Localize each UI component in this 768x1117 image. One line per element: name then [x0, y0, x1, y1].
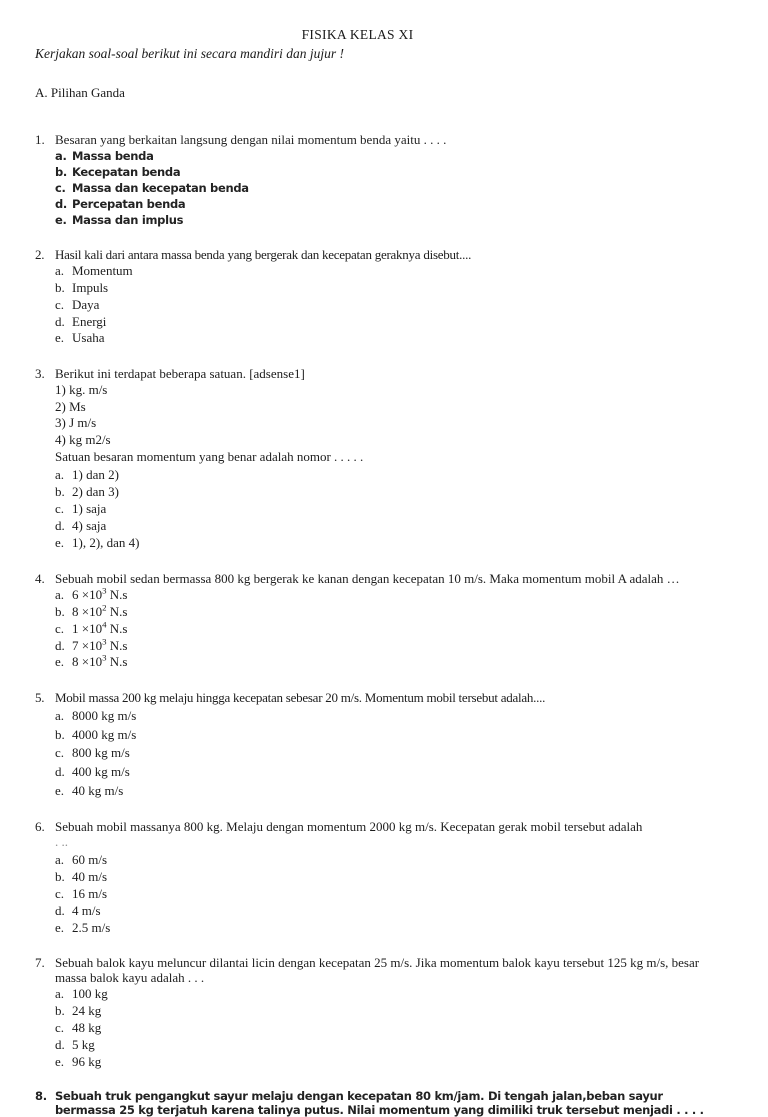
question-text: Sebuah mobil massanya 800 kg. Melaju dengan momentum 2000 kg m/s. Kecepatan gerak mobil tersebut adalah	[55, 818, 643, 834]
option-key: d.	[55, 517, 65, 533]
question-5	[35, 690, 720, 801]
option-b[interactable]	[35, 1003, 720, 1020]
option-list	[35, 149, 720, 228]
option-key: a.	[55, 149, 67, 164]
question-1	[35, 132, 720, 229]
option-base: 6 ×10	[72, 586, 103, 602]
question-stem	[35, 571, 720, 586]
option-key: b.	[55, 869, 65, 884]
question-text: Besaran yang berkaitan langsung dengan nilai momentum benda yaitu . . . .	[55, 132, 447, 147]
sub-item: 4) kg m2/s	[55, 432, 111, 448]
question-number: 1.	[35, 132, 45, 147]
option-exponent: 3	[102, 636, 107, 647]
option-label: 100 kg	[72, 986, 108, 1002]
option-label: 5 kg	[72, 1036, 95, 1052]
option-unit: N.s	[106, 637, 128, 653]
option-a[interactable]	[35, 587, 720, 604]
option-a[interactable]	[35, 986, 720, 1003]
option-unit: N.s	[106, 654, 128, 670]
option-label: Massa benda	[72, 149, 154, 164]
option-key: b.	[55, 165, 68, 180]
option-list	[35, 986, 720, 1070]
question-stem	[35, 247, 720, 262]
option-d[interactable]	[35, 518, 720, 535]
option-key: d.	[55, 196, 68, 211]
option-key: e.	[55, 534, 65, 550]
option-key: c.	[55, 745, 65, 761]
option-c[interactable]	[35, 181, 720, 197]
option-key: c.	[55, 180, 66, 195]
option-label: 4) saja	[72, 517, 107, 533]
question-stem	[35, 819, 720, 834]
option-key: a.	[55, 262, 65, 278]
option-label: 1) dan 2)	[72, 467, 119, 483]
option-key: e.	[55, 919, 65, 935]
option-label: Percepatan benda	[72, 196, 186, 211]
option-key: c.	[55, 620, 65, 636]
option-exponent: 2	[102, 602, 107, 613]
option-label: 24 kg	[72, 1003, 102, 1019]
sub-item: 1) kg. m/s	[55, 381, 108, 397]
option-label	[72, 621, 720, 638]
option-key: e.	[55, 654, 65, 670]
option-key: e.	[55, 1053, 65, 1069]
option-b[interactable]	[35, 165, 720, 181]
page-title: FISIKA KELAS XI	[301, 27, 414, 42]
option-d[interactable]	[35, 1037, 720, 1054]
option-label: 1), 2), dan 4)	[72, 534, 140, 550]
option-exponent: 3	[102, 653, 107, 664]
option-label: Impuls	[72, 279, 109, 295]
question-8	[35, 1089, 720, 1117]
question-6	[35, 819, 720, 937]
option-label: 40 m/s	[72, 869, 108, 884]
question-stem	[35, 1089, 720, 1117]
option-key: a.	[55, 986, 65, 1002]
option-key: c.	[55, 1020, 65, 1035]
option-key: c.	[55, 500, 65, 516]
option-key: a.	[55, 586, 65, 602]
option-unit: N.s	[106, 620, 128, 636]
option-list	[35, 587, 720, 671]
option-key: e.	[55, 212, 67, 227]
question-number: 3.	[35, 366, 45, 382]
option-b[interactable]	[35, 869, 720, 886]
question-stem	[35, 132, 720, 148]
option-label: 4000 kg m/s	[72, 726, 137, 742]
option-base: 1 ×10	[72, 620, 103, 636]
option-label: Kecepatan benda	[72, 165, 181, 180]
option-d[interactable]	[35, 197, 720, 213]
option-key: b.	[55, 726, 65, 742]
option-base: 7 ×10	[72, 637, 103, 653]
section-heading: A. Pilihan Ganda	[35, 85, 125, 100]
option-b[interactable]	[35, 280, 720, 297]
option-key: d.	[55, 764, 65, 780]
option-exponent: 4	[102, 619, 107, 630]
option-unit: N.s	[106, 586, 128, 602]
option-a[interactable]	[35, 467, 720, 484]
option-label	[72, 604, 720, 621]
question-continuation: . ..	[55, 834, 68, 850]
option-label: Momentum	[72, 262, 133, 278]
question-text: Sebuah truk pengangkut sayur melaju dengan kecepatan 80 km/jam. Di tengah jalan,beban sayur bermassa 25 kg terjatuh karena talinya putus. Nilai momentum yang dimiliki truk tersebut menjadi . . . .	[55, 1088, 704, 1117]
option-label: 800 kg m/s	[72, 745, 130, 761]
option-d[interactable]	[35, 763, 720, 782]
question-number: 6.	[35, 818, 45, 834]
question-text: Sebuah balok kayu meluncur dilantai licin dengan kecepatan 25 m/s. Jika momentum balok kayu tersebut 125 kg m/s, besar massa balok kayu adalah . . .	[55, 954, 700, 985]
option-label: 8000 kg m/s	[72, 707, 137, 723]
option-base: 8 ×10	[72, 654, 103, 670]
option-exponent: 3	[102, 585, 107, 596]
option-key: a.	[55, 467, 65, 483]
question-stem	[35, 690, 720, 705]
option-label: 40 kg m/s	[72, 783, 124, 799]
option-d[interactable]	[35, 903, 720, 920]
option-list	[35, 263, 720, 347]
question-stem	[35, 955, 720, 986]
option-label	[72, 587, 720, 604]
option-b[interactable]	[35, 484, 720, 501]
option-label: Massa dan kecepatan benda	[72, 180, 249, 195]
option-c[interactable]	[35, 621, 720, 638]
option-b[interactable]	[35, 604, 720, 621]
option-label: Energi	[72, 313, 107, 329]
question-2	[35, 247, 720, 348]
question-text: Hasil kali dari antara massa benda yang bergerak dan kecepatan geraknya disebut....	[55, 246, 472, 262]
option-e[interactable]	[35, 1054, 720, 1071]
option-key: b.	[55, 484, 65, 499]
question-number: 8.	[35, 1088, 47, 1103]
option-a[interactable]	[35, 852, 720, 869]
sub-item: 2) Ms	[55, 398, 86, 414]
question-number: 7.	[35, 954, 45, 970]
question-stem	[35, 366, 720, 381]
option-c[interactable]	[35, 744, 720, 763]
option-label	[72, 638, 720, 655]
option-key: d.	[55, 1036, 65, 1052]
option-c[interactable]	[35, 501, 720, 518]
question-text: Mobil massa 200 kg melaju hingga kecepatan sebesar 20 m/s. Momentum mobil tersebut adalah....	[55, 690, 546, 706]
option-label: Daya	[72, 296, 100, 312]
option-c[interactable]	[35, 297, 720, 314]
option-key: a.	[55, 707, 65, 723]
option-c[interactable]	[35, 1020, 720, 1037]
option-key: b.	[55, 1003, 65, 1019]
question-number: 2.	[35, 246, 45, 262]
option-label: 2.5 m/s	[72, 919, 111, 935]
option-key: c.	[55, 296, 65, 312]
option-key: b.	[55, 603, 65, 619]
option-list	[35, 707, 720, 801]
option-list	[35, 852, 720, 936]
option-label: 4 m/s	[72, 902, 101, 918]
option-e[interactable]	[35, 535, 720, 552]
option-label: 16 m/s	[72, 885, 108, 901]
option-d[interactable]	[35, 638, 720, 655]
option-unit: N.s	[106, 603, 128, 619]
option-label: 1) saja	[72, 500, 107, 516]
option-key: d.	[55, 637, 65, 653]
option-label	[72, 654, 720, 671]
option-d[interactable]	[35, 314, 720, 331]
option-key: a.	[55, 852, 65, 868]
option-base: 8 ×10	[72, 603, 103, 619]
question-7	[35, 955, 720, 1071]
option-key: c.	[55, 885, 65, 901]
option-e[interactable]	[35, 920, 720, 937]
option-e[interactable]	[35, 330, 720, 347]
question-text: Sebuah mobil sedan bermassa 800 kg bergerak ke kanan dengan kecepatan 10 m/s. Maka momentum mobil A adalah …	[55, 570, 680, 586]
question-number: 4.	[35, 570, 45, 586]
option-c[interactable]	[35, 886, 720, 903]
option-label: 2) dan 3)	[72, 484, 119, 499]
option-label: Usaha	[72, 330, 105, 346]
option-label: 96 kg	[72, 1053, 102, 1069]
sub-item-list	[35, 382, 720, 450]
option-key: b.	[55, 279, 65, 295]
sub-question-lead: Satuan besaran momentum yang benar adalah nomor . . . . .	[55, 449, 364, 465]
option-key: e.	[55, 330, 65, 346]
option-key: d.	[55, 313, 65, 329]
option-label: 60 m/s	[72, 852, 108, 868]
sub-item: 3) J m/s	[55, 415, 97, 431]
option-e[interactable]	[35, 654, 720, 671]
option-a[interactable]	[35, 263, 720, 280]
option-list	[35, 467, 720, 551]
option-key: d.	[55, 902, 65, 918]
question-text: Berikut ini terdapat beberapa satuan. [adsense1]	[55, 366, 305, 382]
document-subtitle: Kerjakan soal-soal berikut ini secara mandiri dan jujur !	[35, 46, 344, 61]
option-key: e.	[55, 783, 65, 799]
option-label: 400 kg m/s	[72, 764, 130, 780]
option-a[interactable]	[35, 149, 720, 165]
question-number: 5.	[35, 690, 45, 706]
option-label: Massa dan implus	[72, 212, 184, 227]
question-4	[35, 571, 720, 672]
option-e[interactable]	[35, 782, 720, 801]
option-label: 48 kg	[72, 1020, 102, 1035]
option-b[interactable]	[35, 726, 720, 745]
option-e[interactable]	[35, 213, 720, 229]
option-a[interactable]	[35, 707, 720, 726]
question-3	[35, 366, 720, 551]
